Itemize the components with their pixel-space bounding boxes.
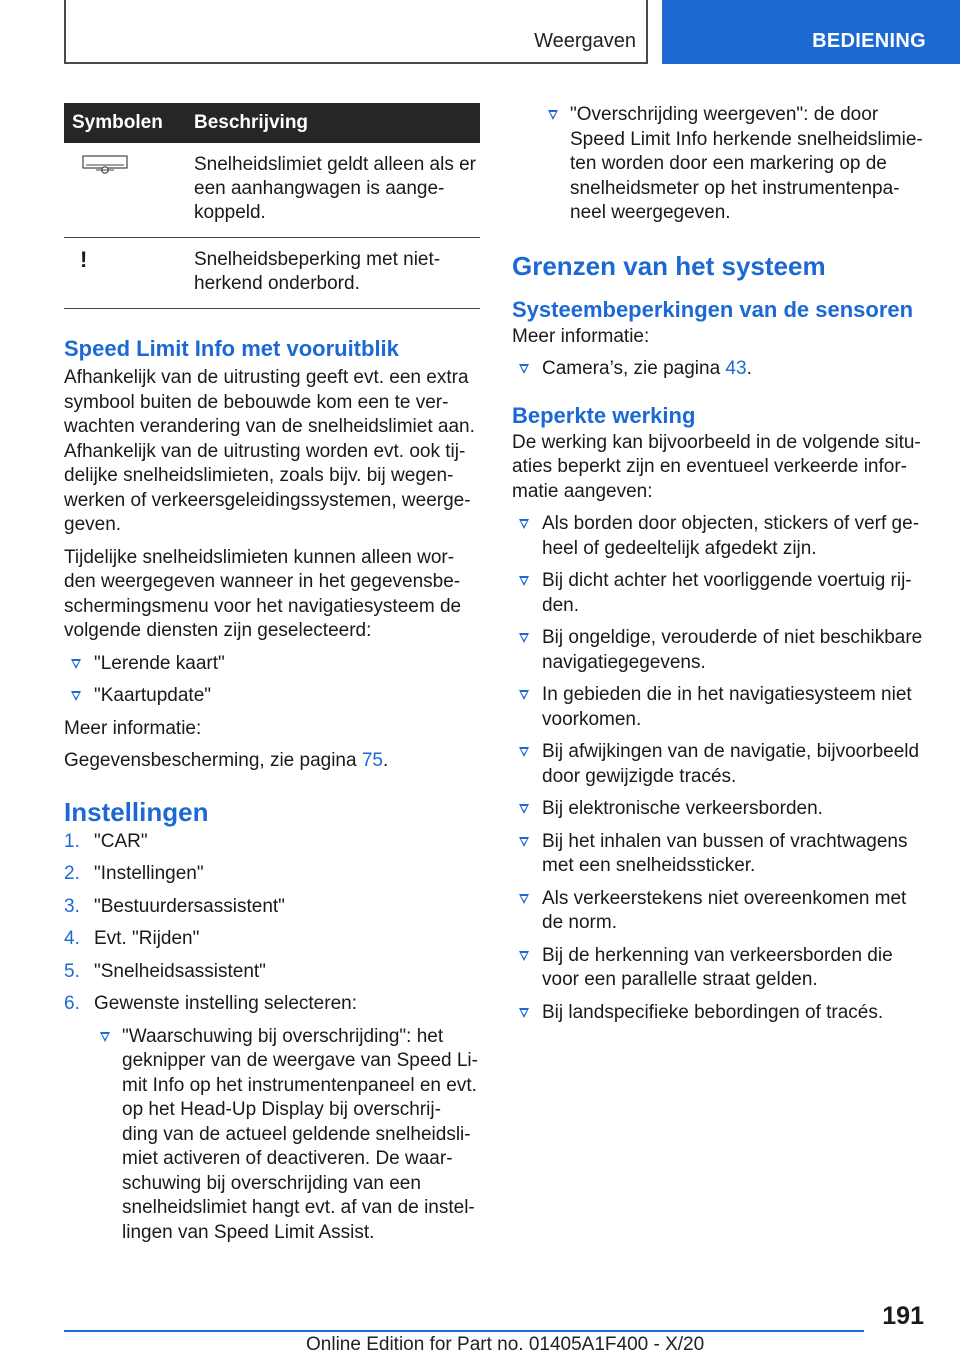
cross-reference: Gegevensbescherming, zie pagina 75. xyxy=(64,750,389,771)
sub-list-item: "Overschrijding weergeven": de door Speed Limit Info herkende snelheidslimie- ten worden door een markering op de snelheidsmeter op het instrumentenpa- neel weergegeven. xyxy=(512,103,928,226)
description-cell: Snelheidslimiet geldt alleen als er een aanhangwagen is aange- koppeld. xyxy=(186,143,480,238)
list-item: "Lerende kaart" xyxy=(64,652,480,677)
left-column xyxy=(64,103,480,1245)
page-link[interactable]: 43 xyxy=(725,358,747,379)
step-item: 6. Gewenste instelling selecteren: xyxy=(64,993,357,1014)
chapter-title: Weergaven xyxy=(534,30,636,52)
sub-list-item: "Waarschuwing bij overschrijding": het geknipper van de weergave van Speed Li- mit Info op het instrumentenpaneel en evt. op het Head-Up Display bij overschrij- ding van de actueel geldende snelheidsli- miet activeren of deactiveren. De waar- schuwing bij overschrijding van een snelheidslimiet hangt evt. af van de instel- lingen van Speed Limit Assist. xyxy=(64,1025,480,1246)
list-item: Bij de herkenning van verkeersborden die voor een parallelle straat gelden. xyxy=(512,944,928,993)
description-cell: Snelheidsbeperking met niet- herkend onderbord. xyxy=(186,238,480,309)
footer-divider xyxy=(64,1330,864,1332)
list-item: Als borden door objecten, stickers of verf ge- heel of gedeeltelijk afgedekt zijn. xyxy=(512,512,928,561)
list-item: In gebieden die in het navigatiesysteem niet voorkomen. xyxy=(512,683,928,732)
page-number: 191 xyxy=(882,1302,924,1330)
table-header-beschrijving: Beschrijving xyxy=(186,103,480,143)
paragraph: Afhankelijk van de uitrusting geeft evt. een extra symbool buiten de bebouwde kom een te ver- wachten verandering van de snelheidslimiet aan. Afhankelijk van de uitrusting worden evt. ook tij- delijke snelheidslimieten, zoals bijv. bij wegen- werken of verkeersgeleidingssystemen, weerge- geven. xyxy=(64,367,475,535)
right-column xyxy=(512,103,928,1025)
list-item: Bij landspecifieke bebordingen of tracés. xyxy=(512,1001,928,1026)
list-item: Bij afwijkingen van de navigatie, bijvoorbeeld door gewijzigde tracés. xyxy=(512,740,928,789)
heading-beperkte-werking: Beperkte werking xyxy=(512,402,696,428)
symbol-cell xyxy=(64,238,186,309)
heading-instellingen: Instellingen xyxy=(64,796,209,827)
more-info-label: Meer informatie: xyxy=(512,325,650,347)
step-item: 2. "Instellingen" xyxy=(64,863,204,884)
step-item: 5. "Snelheidsassistent" xyxy=(64,960,266,982)
more-info-label: Meer informatie: xyxy=(64,717,202,739)
list-item: Bij elektronische verkeersborden. xyxy=(512,797,928,822)
list-item: Bij ongeldige, verouderde of niet beschikbare navigatiegegevens. xyxy=(512,626,928,675)
table-row xyxy=(64,143,480,238)
table-row xyxy=(64,238,480,309)
heading-speed-limit-info: Speed Limit Info met vooruitblik xyxy=(64,336,399,361)
step-item: 4. Evt. "Rijden" xyxy=(64,928,200,949)
list-item: "Kaartupdate" xyxy=(64,684,480,709)
heading-grenzen: Grenzen van het systeem xyxy=(512,250,826,281)
step-item: 3. "Bestuurdersassistent" xyxy=(64,895,285,917)
table-header-row xyxy=(64,103,480,143)
table-header-symbolen: Symbolen xyxy=(64,103,186,143)
paragraph: Tijdelijke snelheidslimieten kunnen alleen wor- den weergegeven wanneer in het gegevensbe- schermingsmenu voor het navigatiesysteem de volgende diensten zijn geselecteerd: xyxy=(64,546,462,641)
paragraph: De werking kan bijvoorbeeld in de volgende situ- aties beperkt zijn en eventueel verkeerde infor- matie aangeven: xyxy=(512,431,921,502)
edition-footer: Online Edition for Part no. 01405A1F400 - X/20 xyxy=(306,1334,705,1355)
section-tab[interactable]: BEDIENING xyxy=(662,0,960,64)
list-item: Camera’s, zie pagina 43. xyxy=(512,357,928,382)
list-item: Bij dicht achter het voorliggende voertuig rij- den. xyxy=(512,569,928,618)
trailer-speed-sign-icon xyxy=(82,155,128,175)
page-link[interactable]: 75 xyxy=(361,750,383,771)
list-item: Als verkeerstekens niet overeenkomen met de norm. xyxy=(512,887,928,936)
step-item: 1. "CAR" xyxy=(64,830,148,852)
list-item: Bij het inhalen van bussen of vrachtwagens met een snelheidssticker. xyxy=(512,830,928,879)
heading-systeembeperkingen: Systeembeperkingen van de sensoren xyxy=(512,296,914,322)
exclamation-icon: ! xyxy=(80,247,88,272)
symbol-table xyxy=(64,103,480,309)
symbol-cell xyxy=(64,143,186,238)
